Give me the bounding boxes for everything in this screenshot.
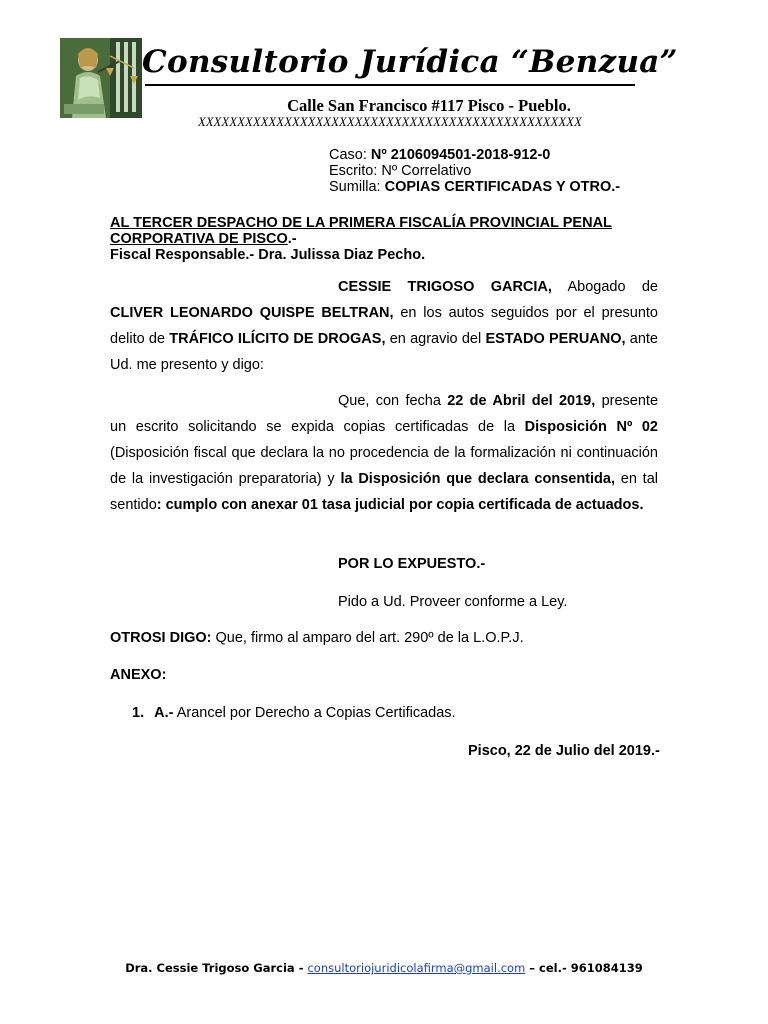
separator-line: XXXXXXXXXXXXXXXXXXXXXXXXXXXXXXXXXXXXXXXXXXXXXXXXX — [198, 115, 582, 129]
request-line: Pido a Ud. Proveer conforme a Ley. — [338, 594, 568, 610]
addressee — [110, 215, 662, 263]
summary-label: Sumilla: — [329, 179, 381, 195]
brief-number-line — [329, 163, 471, 179]
annex-item — [132, 705, 456, 721]
otrosi-label: OTROSI DIGO: — [110, 630, 212, 646]
victim-name: ESTADO PERUANO, — [485, 331, 626, 347]
disposition-number: Disposición Nº 02 — [524, 419, 658, 435]
annex-statement: : cumplo con anexar 01 tasa judicial por copia certificada de actuados. — [156, 497, 644, 513]
body-text-2: presente un escrito solicitando se expida copias certificadas de la — [110, 393, 659, 435]
filing-date: 22 de Abril del 2019, — [447, 393, 596, 409]
disposition-consent: la Disposición que declara consentida, — [340, 471, 615, 487]
lawyer-name: CESSIE TRIGOSO GARCIA, — [338, 279, 552, 295]
case-number-line — [329, 147, 550, 163]
intro-paragraph — [110, 274, 658, 378]
annex-item-label: A.- — [154, 705, 174, 721]
crime-name: TRÁFICO ILÍCITO DE DROGAS, — [169, 331, 386, 347]
case-number: Nº 2106094501-2018-912-0 — [370, 147, 551, 163]
footer-name: Dra. Cessie Trigoso Garcia - — [125, 961, 308, 975]
body-text-4: en tal sentido — [110, 471, 658, 513]
otrosi-line — [110, 630, 524, 646]
addressee-office: AL TERCER DESPACHO DE LA PRIMERA FISCALÍA PROVINCIAL PENAL CORPORATIVA DE PISCO — [110, 215, 612, 247]
intro-text-1: Abogado de — [551, 279, 658, 295]
footer — [0, 961, 768, 975]
firm-address: Calle San Francisco #117 Pisco - Pueblo. — [287, 96, 571, 115]
intro-text-2: en los autos seguidos por el presunto delito de — [110, 305, 658, 347]
anexo-heading: ANEXO: — [110, 667, 167, 683]
body-text-1: Que, con fecha — [338, 393, 448, 409]
brief-label: Escrito: — [329, 163, 378, 179]
otrosi-text: Que, firmo al amparo del art. 290º de la L.O.P.J. — [211, 630, 524, 646]
intro-text-3: en agravio del — [385, 331, 486, 347]
brief-number: Nº Correlativo — [381, 163, 472, 179]
addressee-prosecutor: Fiscal Responsable.- Dra. Julissa Diaz Pecho. — [110, 247, 426, 263]
annex-item-text: Arancel por Derecho a Copias Certificadas. — [173, 705, 456, 721]
footer-phone: – cel.- 961084139 — [525, 961, 643, 975]
client-name: CLIVER LEONARDO QUISPE BELTRAN, — [110, 305, 394, 321]
summary-line — [329, 179, 620, 195]
por-lo-expuesto: POR LO EXPUESTO.- — [338, 556, 486, 572]
title-underline — [145, 84, 635, 86]
firm-title: Consultorio Jurídica “Benzua” — [142, 44, 678, 80]
annex-item-number: 1. — [132, 705, 145, 721]
place-and-date: Pisco, 22 de Julio del 2019.- — [468, 743, 660, 759]
addressee-suffix: .- — [287, 231, 297, 247]
intro-text-4: ante Ud. me presento y digo: — [110, 331, 658, 373]
body-paragraph — [110, 388, 658, 518]
body-text-3: (Disposición fiscal que declara la no procedencia de la formalización ni continuación de la investigación preparatoria) y — [110, 445, 658, 487]
summary-value: COPIAS CERTIFICADAS Y OTRO.- — [384, 179, 621, 195]
case-label: Caso: — [329, 147, 367, 163]
footer-email-link[interactable]: consultoriojuridicolafirma@gmail.com — [307, 961, 526, 975]
